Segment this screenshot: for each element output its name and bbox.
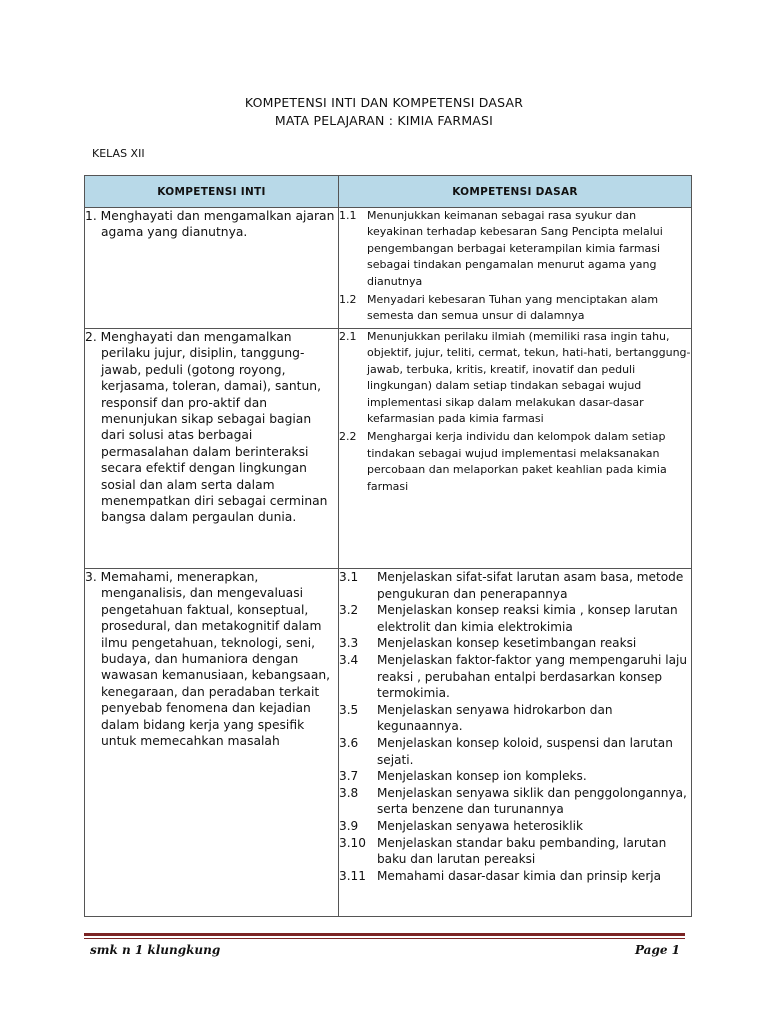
kd-cell [339, 569, 692, 917]
kd-number: 2.2 [339, 430, 357, 444]
kd-number: 3.9 [339, 818, 359, 833]
kd-text: Menjelaskan senyawa heterosiklik [377, 818, 584, 833]
kd-number: 3.5 [339, 702, 359, 717]
kd-text: Menghargai kerja individu dan kelompok dalam setiap tindakan sebagai wujud implementasi melaksanakan percobaan dan melaporkan paket keahlian pada kimia farmasi [367, 430, 667, 493]
kd-text: Menjelaskan konsep reaksi kimia , konsep larutan elektrolit dan kimia elektrokimia [377, 603, 678, 634]
ki-text: 1. Menghayati dan mengamalkan ajaran agama yang dianutnya. [85, 209, 335, 240]
kd-number: 2.1 [339, 330, 357, 343]
kd-text: Menjelaskan standar baku pembanding, larutan baku dan larutan pereaksi [377, 835, 667, 867]
kd-item [339, 208, 691, 290]
ki-text: 3. Memahami, menerapkan, menganalisis, dan mengevaluasi pengetahuan faktual, konseptual, prosedural, dan metakognitif dalam ilmu pengetahuan, teknologi, seni, budaya, dan humaniora dengan wawasan kemanusiaan, kebangsaan, kenegaraan, dan peradaban terkait penyebab fenomena dan kejadian dalam bidang kerja yang spesifik untuk memecahkan masalah [85, 570, 331, 749]
table-row [85, 208, 692, 329]
competency-table [84, 175, 692, 917]
ki-cell [85, 208, 339, 329]
kd-item [339, 835, 691, 868]
document-title: KOMPETENSI INTI DAN KOMPETENSI DASAR [244, 95, 524, 110]
header-kompetensi-inti: KOMPETENSI INTI [85, 176, 339, 208]
kd-cell [339, 208, 692, 329]
page-number: Page 1 [634, 943, 680, 957]
kd-item [339, 652, 691, 702]
kd-item [339, 818, 691, 835]
kd-text: Menunjukkan perilaku ilmiah (memiliki rasa ingin tahu, objektif, jujur, teliti, cermat, tekun, hati-hati, bertanggung-jawab, terbuka, kritis, kreatif, inovatif dan peduli lingkungan) dalam setiap tindakan sebagai wujud implementasi sikap dalam melakukan dasar-dasar kefarmasian pada kimia farmasi [367, 330, 691, 426]
ki-cell [85, 329, 339, 569]
table-row [85, 329, 692, 569]
kd-item [339, 702, 691, 735]
kd-number: 3.7 [339, 769, 359, 784]
kd-number: 3.3 [339, 636, 359, 651]
class-label: KELAS XII [92, 147, 145, 160]
kd-item [339, 785, 691, 818]
ki-cell [85, 569, 339, 917]
kd-text: Memahami dasar-dasar kimia dan prinsip kerja [377, 868, 662, 883]
kd-item [339, 602, 691, 635]
kd-cell [339, 329, 692, 569]
kd-item [339, 635, 691, 652]
table-header-row [85, 176, 692, 208]
kd-number: 1.2 [339, 293, 357, 307]
kd-number: 3.11 [339, 868, 366, 883]
kd-number: 3.10 [339, 835, 366, 850]
kd-text: Menjelaskan konsep kesetimbangan reaksi [377, 636, 637, 651]
kd-text: Menjelaskan faktor-faktor yang mempengaruhi laju reaksi , perubahan entalpi berdasarkan konsep termokimia. [377, 652, 688, 701]
document-subtitle: MATA PELAJARAN : KIMIA FARMASI [274, 113, 494, 128]
kd-text: Menjelaskan senyawa siklik dan penggolongannya, serta benzene dan turunannya [377, 785, 687, 817]
ki-text: 2. Menghayati dan mengamalkan perilaku jujur, disiplin, tanggung-jawab, peduli (gotong royong, kerjasama, toleran, damai), santun, responsif dan pro-aktif dan menunjukan sikap sebagai bagian dari solusi atas berbagai permasalahan dalam berinteraksi secara efektif dengan lingkungan sosial dan alam serta dalam menempatkan diri sebagai cerminan bangsa dalam pergaulan dunia. [85, 330, 328, 525]
kd-text: Menjelaskan senyawa hidrokarbon dan kegunaannya. [377, 702, 613, 734]
kd-number: 1.1 [339, 209, 357, 222]
kd-item [339, 429, 691, 495]
kd-item [339, 768, 691, 785]
kd-number: 3.8 [339, 785, 359, 800]
kd-text: Menunjukkan keimanan sebagai rasa syukur dan keyakinan terhadap kebesaran Sang Pencipta melalui pengembangan berbagai keterampilan kimia farmasi sebagai tindakan pengamalan menurut agama yang dianutnya [367, 209, 663, 288]
kd-number: 3.1 [339, 570, 359, 584]
kd-item [339, 329, 691, 427]
kd-number: 3.2 [339, 603, 359, 618]
kd-number: 3.4 [339, 652, 359, 667]
kd-number: 3.6 [339, 735, 359, 750]
footer-rule-thick [84, 933, 685, 936]
kd-item [339, 569, 691, 602]
kd-item [339, 735, 691, 768]
kd-item [339, 868, 691, 885]
kd-item [339, 292, 691, 325]
kd-text: Menyadari kebesaran Tuhan yang menciptakan alam semesta dan semua unsur di dalamnya [367, 293, 659, 323]
kd-text: Menjelaskan konsep ion kompleks. [377, 769, 587, 784]
footer-rule-thin [84, 938, 685, 939]
table-row [85, 569, 692, 917]
header-kompetensi-dasar: KOMPETENSI DASAR [339, 176, 692, 208]
footer-school-name: smk n 1 klungkung [90, 943, 221, 957]
kd-text: Menjelaskan sifat-sifat larutan asam basa, metode pengukuran dan penerapannya [377, 570, 684, 601]
kd-text: Menjelaskan konsep koloid, suspensi dan larutan sejati. [377, 735, 673, 767]
